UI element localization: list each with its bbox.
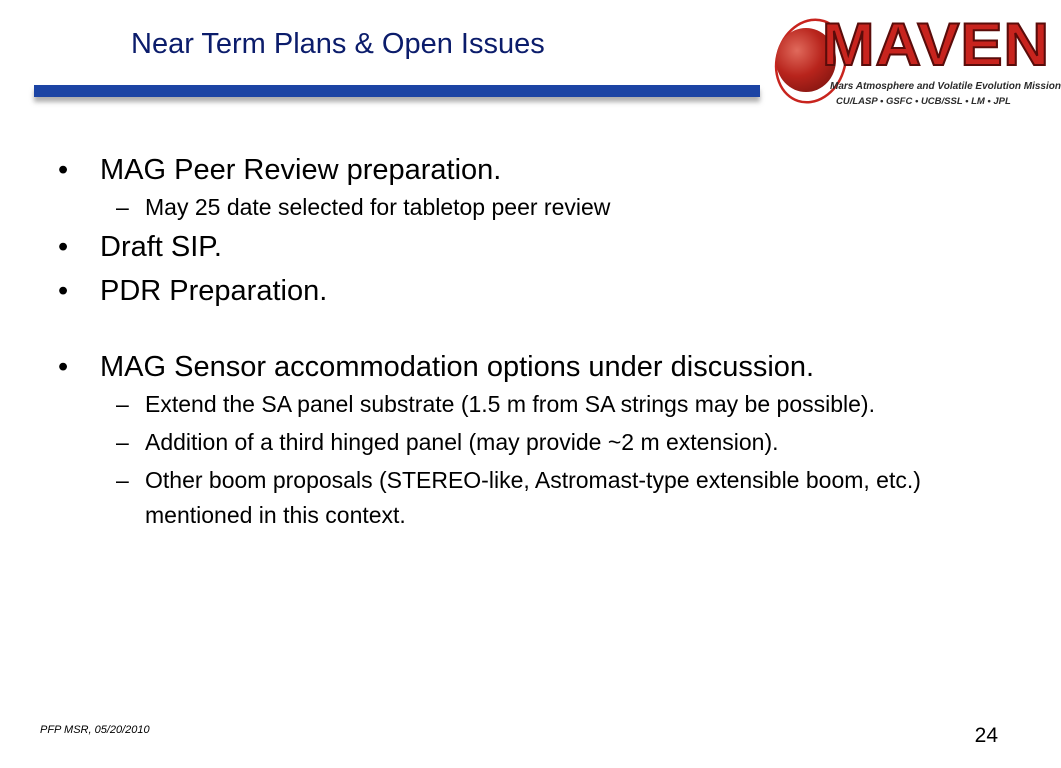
bullet-item [58,229,988,265]
sub-bullet-item [58,463,988,533]
bullet-marker: • [58,275,69,307]
sub-bullet-marker: – [116,391,129,417]
bullet-marker: • [58,351,69,383]
page-number: 24 [974,724,998,747]
bullet-item [58,273,988,309]
sub-bullet-marker: – [116,429,129,455]
bullet-marker: • [58,231,69,263]
logo-wordmark: MAVEN [822,11,1051,78]
sub-bullet-text: Other boom proposals (STEREO-like, Astromast-type extensible boom, etc.) mentioned in this context. [145,467,921,528]
sub-bullet-marker: – [116,194,129,220]
logo-partners: CU/LASP • GSFC • UCB/SSL • LM • JPL [836,96,1011,107]
logo-tagline: Mars Atmosphere and Volatile Evolution Mission [830,81,1061,92]
sub-bullet-item [58,425,988,460]
sub-bullet-text: May 25 date selected for tabletop peer review [145,194,611,220]
sub-bullet-text: Extend the SA panel substrate (1.5 m from SA strings may be possible). [145,391,875,417]
maven-logo [772,10,1061,114]
bullet-list [58,152,988,536]
footer-label: PFP MSR, 05/20/2010 [40,724,150,736]
bullet-item [58,152,988,188]
spacer [58,317,988,349]
sub-bullet-marker: – [116,467,129,493]
bullet-text: PDR Preparation. [100,275,328,307]
bullet-item [58,349,988,385]
bullet-text: MAG Peer Review preparation. [100,154,502,186]
sub-bullet-item [58,387,988,422]
title-underline-bar [34,85,760,97]
slide-title: Near Term Plans & Open Issues [131,28,545,60]
bullet-text: Draft SIP. [100,231,222,263]
bullet-marker: • [58,154,69,186]
sub-bullet-item [58,190,988,225]
bullet-text: MAG Sensor accommodation options under discussion. [100,351,815,383]
sub-bullet-text: Addition of a third hinged panel (may provide ~2 m extension). [145,429,779,455]
